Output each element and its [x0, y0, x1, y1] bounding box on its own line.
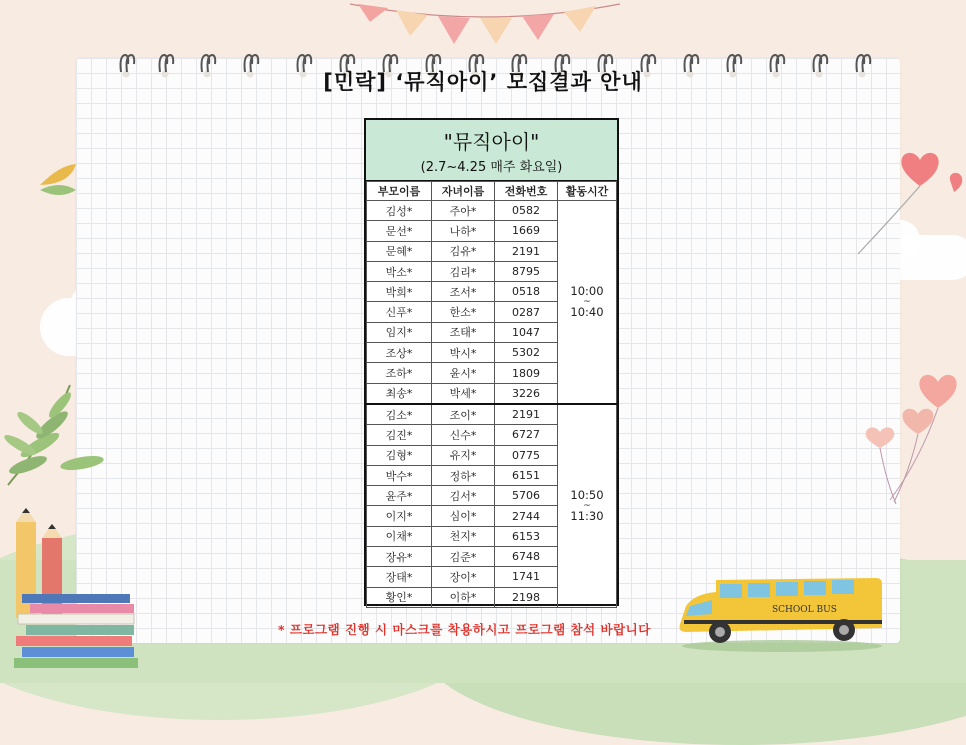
table-header-row: [367, 182, 617, 201]
child-name-cell: 심이*: [432, 506, 495, 526]
child-name-cell: 김리*: [432, 261, 495, 281]
child-name-cell: 조이*: [432, 404, 495, 425]
child-name-cell: 장이*: [432, 567, 495, 587]
activity-time-cell: [558, 201, 617, 404]
parent-name-cell: 신푸*: [367, 302, 432, 322]
activity-time-time-end: 10:40: [570, 304, 604, 319]
phone-cell: 5302: [495, 343, 558, 363]
child-name-cell: 정하*: [432, 465, 495, 485]
child-name-cell: 나하*: [432, 221, 495, 241]
parent-name-cell: 황인*: [367, 587, 432, 607]
phone-cell: 3226: [495, 383, 558, 404]
parent-name-cell: 장유*: [367, 547, 432, 567]
child-name-cell: 윤시*: [432, 363, 495, 383]
program-name: "뮤직아이": [443, 130, 540, 154]
heart-balloon-icon: [850, 150, 966, 260]
table-row: [367, 404, 617, 425]
phone-cell: 0775: [495, 445, 558, 465]
child-name-cell: 이하*: [432, 587, 495, 607]
phone-cell: 6748: [495, 547, 558, 567]
phone-cell: 5706: [495, 486, 558, 506]
school-bus-icon: [676, 570, 888, 652]
child-name-cell: 조태*: [432, 322, 495, 342]
program-header: [366, 120, 617, 181]
activity-time-time-start: 10:00: [570, 283, 604, 298]
parent-name-cell: 조상*: [367, 343, 432, 363]
phone-cell: 1741: [495, 567, 558, 587]
parent-name-cell: 박희*: [367, 282, 432, 302]
parent-name-cell: 윤주*: [367, 486, 432, 506]
child-name-cell: 김서*: [432, 486, 495, 506]
col-child-name: 자녀이름: [432, 182, 495, 201]
phone-cell: 6153: [495, 526, 558, 546]
phone-cell: 1047: [495, 322, 558, 342]
phone-cell: 1809: [495, 363, 558, 383]
parent-name-cell: 최송*: [367, 383, 432, 404]
child-name-cell: 한소*: [432, 302, 495, 322]
parent-name-cell: 박소*: [367, 261, 432, 281]
activity-time-time-end: 11:30: [570, 508, 604, 523]
activity-time-time-start: 10:50: [570, 487, 604, 502]
page-title: [민락] ‘뮤직아이’ 모집결과 안내: [323, 70, 643, 94]
parent-name-cell: 김소*: [367, 404, 432, 425]
parent-name-cell: 문혜*: [367, 241, 432, 261]
book-stack-icon: [12, 590, 142, 670]
child-name-cell: 조서*: [432, 282, 495, 302]
leaf-branch-icon: [0, 375, 110, 495]
parent-name-cell: 장태*: [367, 567, 432, 587]
parent-name-cell: 임지*: [367, 322, 432, 342]
child-name-cell: 박시*: [432, 343, 495, 363]
footnote: * 프로그램 진행 시 마스크를 착용하시고 프로그램 참석 바랍니다: [278, 622, 651, 637]
col-parent-name: 부모이름: [367, 182, 432, 201]
child-name-cell: 김준*: [432, 547, 495, 567]
parent-name-cell: 이지*: [367, 506, 432, 526]
phone-cell: 2198: [495, 587, 558, 607]
parent-name-cell: 이채*: [367, 526, 432, 546]
activity-time-time-sep: ~: [583, 500, 591, 511]
phone-cell: 2191: [495, 404, 558, 425]
leaf-icon: [40, 160, 80, 200]
parent-name-cell: 문선*: [367, 221, 432, 241]
child-name-cell: 천지*: [432, 526, 495, 546]
col-phone: 전화번호: [495, 182, 558, 201]
child-name-cell: 박세*: [432, 383, 495, 404]
phone-cell: 0518: [495, 282, 558, 302]
parent-name-cell: 김성*: [367, 201, 432, 221]
child-name-cell: 신수*: [432, 425, 495, 445]
phone-cell: 0287: [495, 302, 558, 322]
parent-name-cell: 김진*: [367, 425, 432, 445]
phone-cell: 2191: [495, 241, 558, 261]
table-row: [367, 201, 617, 221]
child-name-cell: 김유*: [432, 241, 495, 261]
bus-label: SCHOOL BUS: [772, 605, 837, 615]
phone-cell: 6151: [495, 465, 558, 485]
parent-name-cell: 박수*: [367, 465, 432, 485]
activity-time-time-sep: ~: [583, 296, 591, 307]
phone-cell: 0582: [495, 201, 558, 221]
parent-name-cell: 김형*: [367, 445, 432, 465]
phone-cell: 1669: [495, 221, 558, 241]
results-table-box: [364, 118, 619, 606]
activity-time-cell: [558, 404, 617, 607]
program-schedule: (2.7~4.25 매주 화요일): [420, 160, 563, 175]
bunting-flags-icon: [350, 0, 620, 50]
phone-cell: 6727: [495, 425, 558, 445]
child-name-cell: 주아*: [432, 201, 495, 221]
phone-cell: 2744: [495, 506, 558, 526]
col-activity-time: 활동시간: [558, 182, 617, 201]
results-table: [366, 181, 617, 608]
heart-balloons-icon: [860, 370, 966, 510]
parent-name-cell: 조하*: [367, 363, 432, 383]
child-name-cell: 유지*: [432, 445, 495, 465]
phone-cell: 8795: [495, 261, 558, 281]
